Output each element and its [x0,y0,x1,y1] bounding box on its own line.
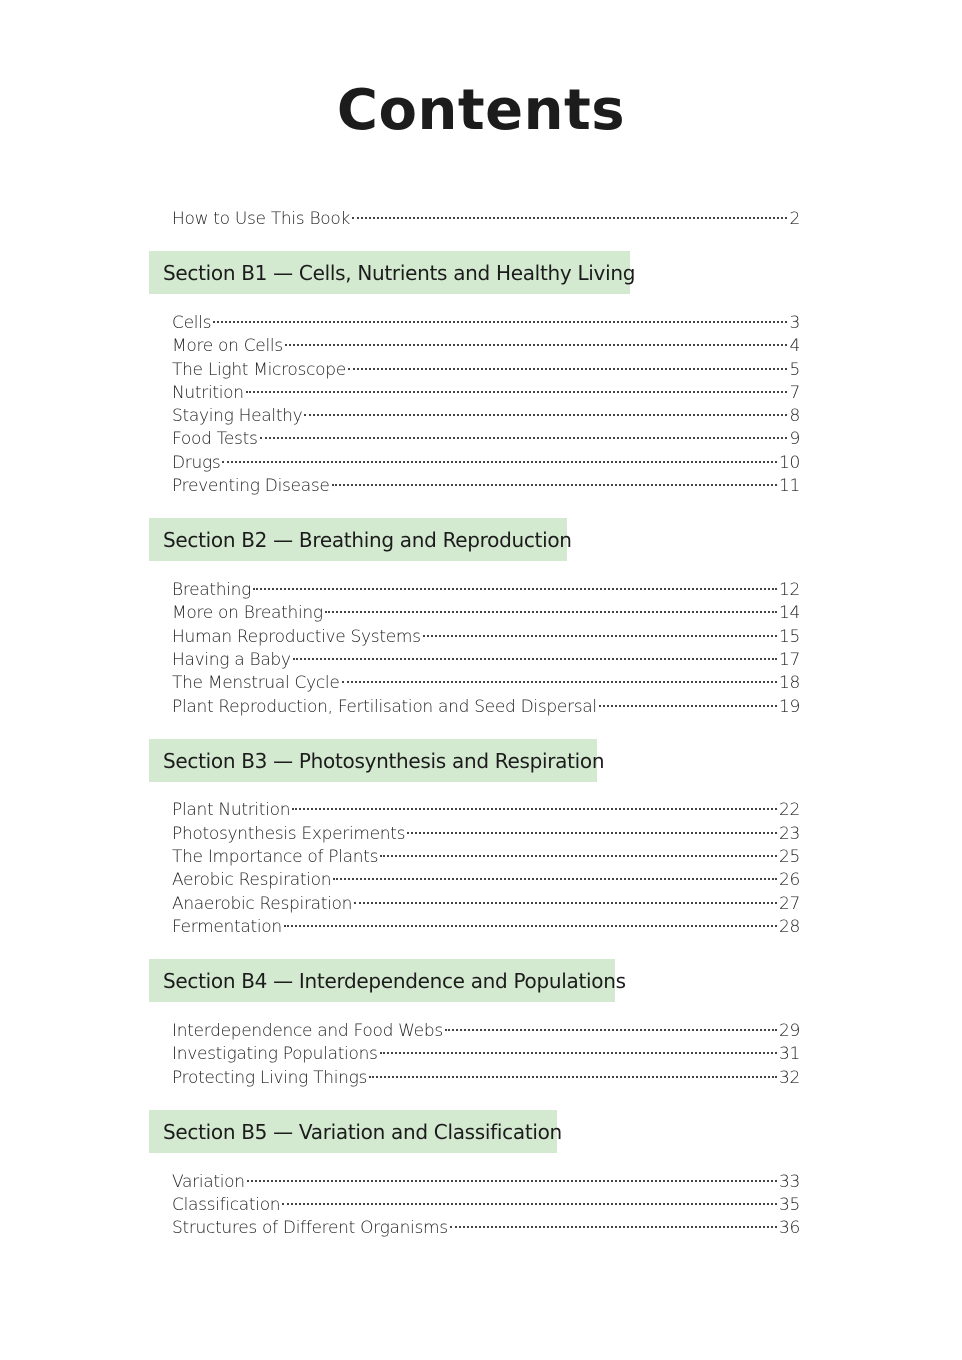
toc-entry-page: 15 [778,627,800,647]
page-title: Contents [336,78,626,143]
toc-entry-label: The Importance of Plants [172,847,379,867]
toc-entry[interactable] [172,909,800,937]
toc-entry[interactable] [172,1164,800,1192]
dot-leader [445,1013,777,1036]
toc-entry[interactable] [172,1060,800,1088]
toc-entry[interactable] [172,1036,800,1064]
toc-entry-page: 12 [778,580,800,600]
toc-entry-page: 5 [789,360,800,380]
toc-entry-label: Investigating Populations [172,1044,378,1064]
toc-entry-page: 2 [789,209,800,229]
dot-leader [222,445,777,468]
toc-entry-page: 31 [778,1044,800,1064]
dot-leader [450,1210,777,1233]
toc-entry-page: 23 [778,824,800,844]
dot-leader [247,1164,777,1187]
toc-entry[interactable] [172,572,800,600]
toc-entry-label: Staying Healthy [172,406,303,426]
section-header-b4[interactable]: Section B4 — Interdependence and Populations [149,959,615,1002]
toc-entry-intro[interactable] [172,201,800,229]
section-header-b2[interactable]: Section B2 — Breathing and Reproduction [149,518,567,561]
toc-entry[interactable] [172,421,800,449]
dot-leader [253,572,777,595]
toc-entry-label: Variation [172,1172,245,1192]
toc-entry[interactable] [172,375,800,403]
toc-entry[interactable] [172,1210,800,1238]
toc-entry-page: 22 [778,800,800,820]
dot-leader [292,792,777,815]
dot-leader [380,1036,777,1059]
section-header-b1[interactable]: Section B1 — Cells, Nutrients and Healthy Living [149,251,630,294]
toc-entry[interactable] [172,305,800,333]
toc-entry-page: 28 [778,917,800,937]
toc-entry-label: More on Breathing [172,603,323,623]
toc-entry-page: 33 [778,1172,800,1192]
toc-entry-label: Protecting Living Things [172,1068,368,1088]
toc-entry-label: Photosynthesis Experiments [172,824,406,844]
toc-entry-page: 19 [778,697,800,717]
toc-entry[interactable] [172,328,800,356]
toc-entry-label: Anaerobic Respiration [172,894,353,914]
toc-entry-label: Having a Baby [172,650,291,670]
toc-entry-page: 9 [789,429,800,449]
dot-leader [348,352,788,375]
section-header-b5[interactable]: Section B5 — Variation and Classification [149,1110,557,1153]
toc-entry[interactable] [172,862,800,890]
toc-entry-page: 26 [778,870,800,890]
toc-entry[interactable] [172,445,800,473]
toc-entry[interactable] [172,886,800,914]
dot-leader [423,619,777,642]
dot-leader [284,909,777,932]
toc-entry-page: 10 [778,453,800,473]
toc-entry-page: 8 [789,406,800,426]
dot-leader [304,398,787,421]
dot-leader [407,816,777,839]
toc-entry-label: Interdependence and Food Webs [172,1021,443,1041]
dot-leader [342,665,777,688]
dot-leader [333,862,777,885]
dot-leader [285,328,788,351]
toc-entry[interactable] [172,352,800,380]
toc-entry-page: 25 [778,847,800,867]
toc-entry-page: 11 [778,476,800,496]
dot-leader [213,305,787,328]
dot-leader [380,839,777,862]
toc-entry[interactable] [172,689,800,717]
dot-leader [352,201,787,224]
toc-entry-page: 18 [778,673,800,693]
toc-entry[interactable] [172,642,800,670]
toc-entry[interactable] [172,398,800,426]
dot-leader [282,1187,777,1210]
toc-entry-label: Structures of Different Organisms [172,1218,448,1238]
toc-entry[interactable] [172,839,800,867]
toc-entry-page: 3 [789,313,800,333]
dot-leader [354,886,777,909]
toc-entry[interactable] [172,468,800,496]
toc-entry-label: How to Use This Book [172,209,351,229]
toc-entry[interactable] [172,1187,800,1215]
toc-entry-label: Breathing [172,580,252,600]
toc-entry[interactable] [172,619,800,647]
dot-leader [332,468,777,491]
toc-entry-label: The Light Microscope [172,360,346,380]
dot-leader [325,595,777,618]
toc-entry-page: 14 [778,603,800,623]
toc-entry-label: Fermentation [172,917,282,937]
toc-entry[interactable] [172,665,800,693]
toc-entry-page: 17 [778,650,800,670]
toc-entry-page: 32 [778,1068,800,1088]
section-header-b3[interactable]: Section B3 — Photosynthesis and Respiration [149,739,597,782]
toc-entry-label: Plant Reproduction, Fertilisation and Seed Dispersal [172,697,597,717]
dot-leader [260,421,788,444]
toc-entry-label: Cells [172,313,212,333]
toc-entry-label: Classification [172,1195,281,1215]
toc-entry-page: 29 [778,1021,800,1041]
toc-entry-label: Human Reproductive Systems [172,627,421,647]
toc-entry-label: Nutrition [172,383,244,403]
toc-entry-label: Food Tests [172,429,258,449]
toc-entry-label: The Menstrual Cycle [172,673,340,693]
toc-entry-label: Aerobic Respiration [172,870,332,890]
dot-leader [293,642,777,665]
toc-entry[interactable] [172,816,800,844]
dot-leader [369,1060,777,1083]
toc-entry-label: Plant Nutrition [172,800,291,820]
toc-entry[interactable] [172,1013,800,1041]
toc-entry[interactable] [172,595,800,623]
toc-entry-label: More on Cells [172,336,283,356]
toc-entry-page: 7 [789,383,800,403]
toc-entry-page: 4 [789,336,800,356]
toc-entry-label: Drugs [172,453,221,473]
toc-entry-page: 36 [778,1218,800,1238]
toc-entry[interactable] [172,792,800,820]
toc-entry-label: Preventing Disease [172,476,330,496]
toc-entry-page: 27 [778,894,800,914]
dot-leader [246,375,788,398]
toc-entry-page: 35 [778,1195,800,1215]
dot-leader [599,689,777,712]
